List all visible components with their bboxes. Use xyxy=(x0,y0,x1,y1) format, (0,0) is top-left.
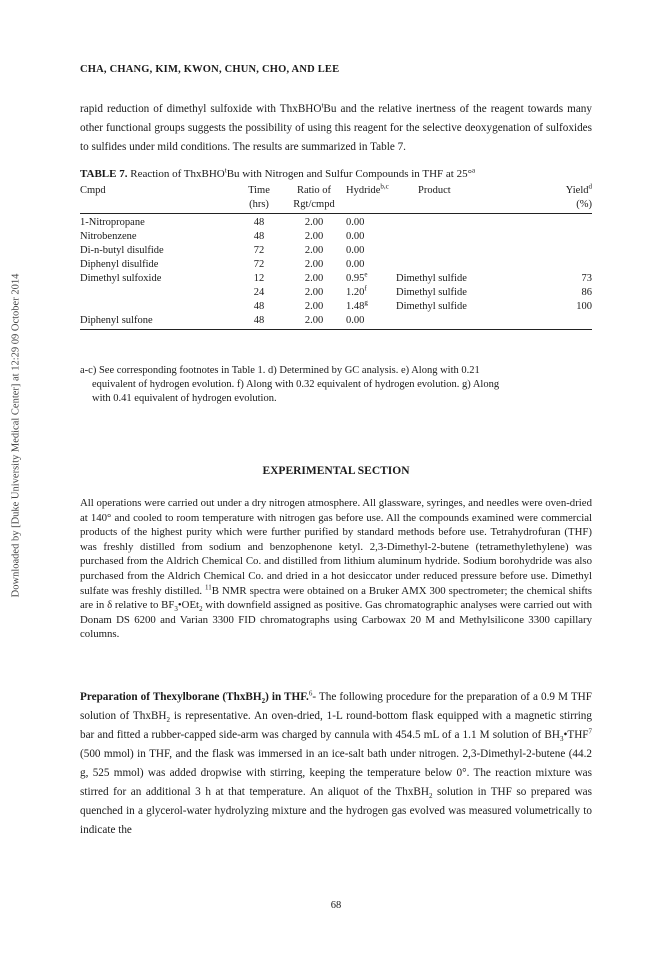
table-row: Diphenyl disulfide 72 2.00 0.00 xyxy=(80,259,365,270)
table-row: Dimethyl sulfoxide 12 2.00 0.95e Dimethyl sulfide 73 xyxy=(80,270,592,284)
experimental-paragraph: All operations were carried out under a dry nitrogen atmosphere. All glassware, syringes, and needles were oven-dried at 140° and cooled to room temperature with nitrogen gas before use. All the compounds examined were commercial products of the highest purity which were further purified by standard methods before use. Tetrahydrofuran (THF) was freshly distilled from sodium and benzophenone ketyl. 2,3-Dimethyl-2-butene (tetramethylethylene) was purchased from the Aldrich Chemical Co. and distilled from lithium aluminum hydride. Sodium borohydride was also purchased from the Aldrich Chemical Co. and dried in a hot desiccator under reduced pressure before use. Dimethyl sulfate was freshly distilled. $^{11}$B NMR spectra were obtained on a Bruker AMX 300 spectrometer; the chemical shifts are in δ relative to $BF_3•OEt_2$ with downfield assigned as positive. Gas chromatographic analyses were carried out with Donam DS 6200 and Varian 3300 FID chromatographs using Carbowax 20 M and Methylsilicone 3300 capillary columns. xyxy=(80,497,592,641)
header-time-unit: (hrs) xyxy=(230,198,288,214)
header-product: Product xyxy=(418,185,451,196)
header-ratio: Ratio of xyxy=(296,185,332,196)
header-ratio-unit: Rgt/cmpd xyxy=(288,198,340,214)
results-table xyxy=(80,184,592,330)
download-watermark: Downloaded by [Duke University Medical Center] at 12:29 09 October 2014 xyxy=(10,273,22,597)
header-hydride: Hydride$^{b,c}$ xyxy=(346,182,389,196)
table-row: 48 2.00 1.48$^g$ Dimethyl sulfide 100 xyxy=(253,298,592,312)
running-head: CHA, CHANG, KIM, KWON, CHUN, CHO, AND LEE xyxy=(80,64,340,75)
header-yield: Yield$^d$ xyxy=(565,182,592,196)
preparation-heading: Preparation of Thexylborane (ThxBH$_2$) in THF. xyxy=(80,691,309,706)
header-time: Time xyxy=(248,185,270,196)
table-header-units-row xyxy=(80,198,592,214)
header-yield-unit: (%) xyxy=(558,198,592,214)
table-row: Di-n-butyl disulfide 72 2.00 0.00 xyxy=(80,245,365,256)
section-heading: EXPERIMENTAL SECTION xyxy=(262,465,410,477)
table-row: Nitrobenzene 48 2.00 0.00 xyxy=(80,231,365,242)
table-row: Diphenyl sulfone 48 2.00 0.00 xyxy=(80,314,592,330)
table-label: TABLE 7. xyxy=(80,168,128,180)
intro-paragraph: rapid reduction of dimethyl sulfoxide with ThxBHO$^t$Bu and the relative inertness of the reagent towards many other functional groups suggests the possibility of using this reagent for the selective deoxygenation of sulfoxides to sulfides under mild conditions. The results are summarized in Table 7. xyxy=(80,101,592,153)
table-row: 1-Nitropropane 48 2.00 0.00 xyxy=(80,217,365,228)
table-caption: TABLE 7. Reaction of ThxBHO$^t$Bu with Nitrogen and Sulfur Compounds in THF at 25°$^a$ xyxy=(80,166,476,180)
table-header-row xyxy=(80,184,592,198)
header-cmpd: Cmpd xyxy=(80,185,106,196)
table-footnote: a-c) See corresponding footnotes in Table 1. d) Determined by GC analysis. e) Along with 0.21 equivalent of hydrogen evolution. f) Along with 0.32 equivalent of hydrogen evolution. g) Along with 0.41 equivalent of hydrogen evolution. xyxy=(80,365,500,404)
table-row: 24 2.00 1.20$^f$ Dimethyl sulfide 86 xyxy=(253,284,592,298)
page-number: 68 xyxy=(330,900,342,911)
preparation-paragraph: Preparation of Thexylborane (ThxBH$_2$) in THF.$^6$- The following procedure for the preparation of a 0.9 M THF solution of ThxBH$_2$ is representative. An oven-dried, 1-L round-bottom flask equipped with a magnetic stirring bar and fitted a rubber-capped side-arm was charged by cannula with 454.5 mL of a 1.1 M solution of $BH_3•THF^7$ (500 mmol) in THF, and the flask was immersed in an ice-salt bath under nitrogen. 2,3-Dimethyl-2-butene (44.2 g, 525 mmol) was added dropwise with stirring, keeping the temperature below 0°. The reaction mixture was stirred for an additional 3 h at that temperature. An aliquot of the ThxBH$_2$ solution in THF so prepared was quenched in a glycerol-water hydrolyzing mixture and the hydrogen gas evolved was measured volumetrically to indicate the xyxy=(80,689,592,836)
